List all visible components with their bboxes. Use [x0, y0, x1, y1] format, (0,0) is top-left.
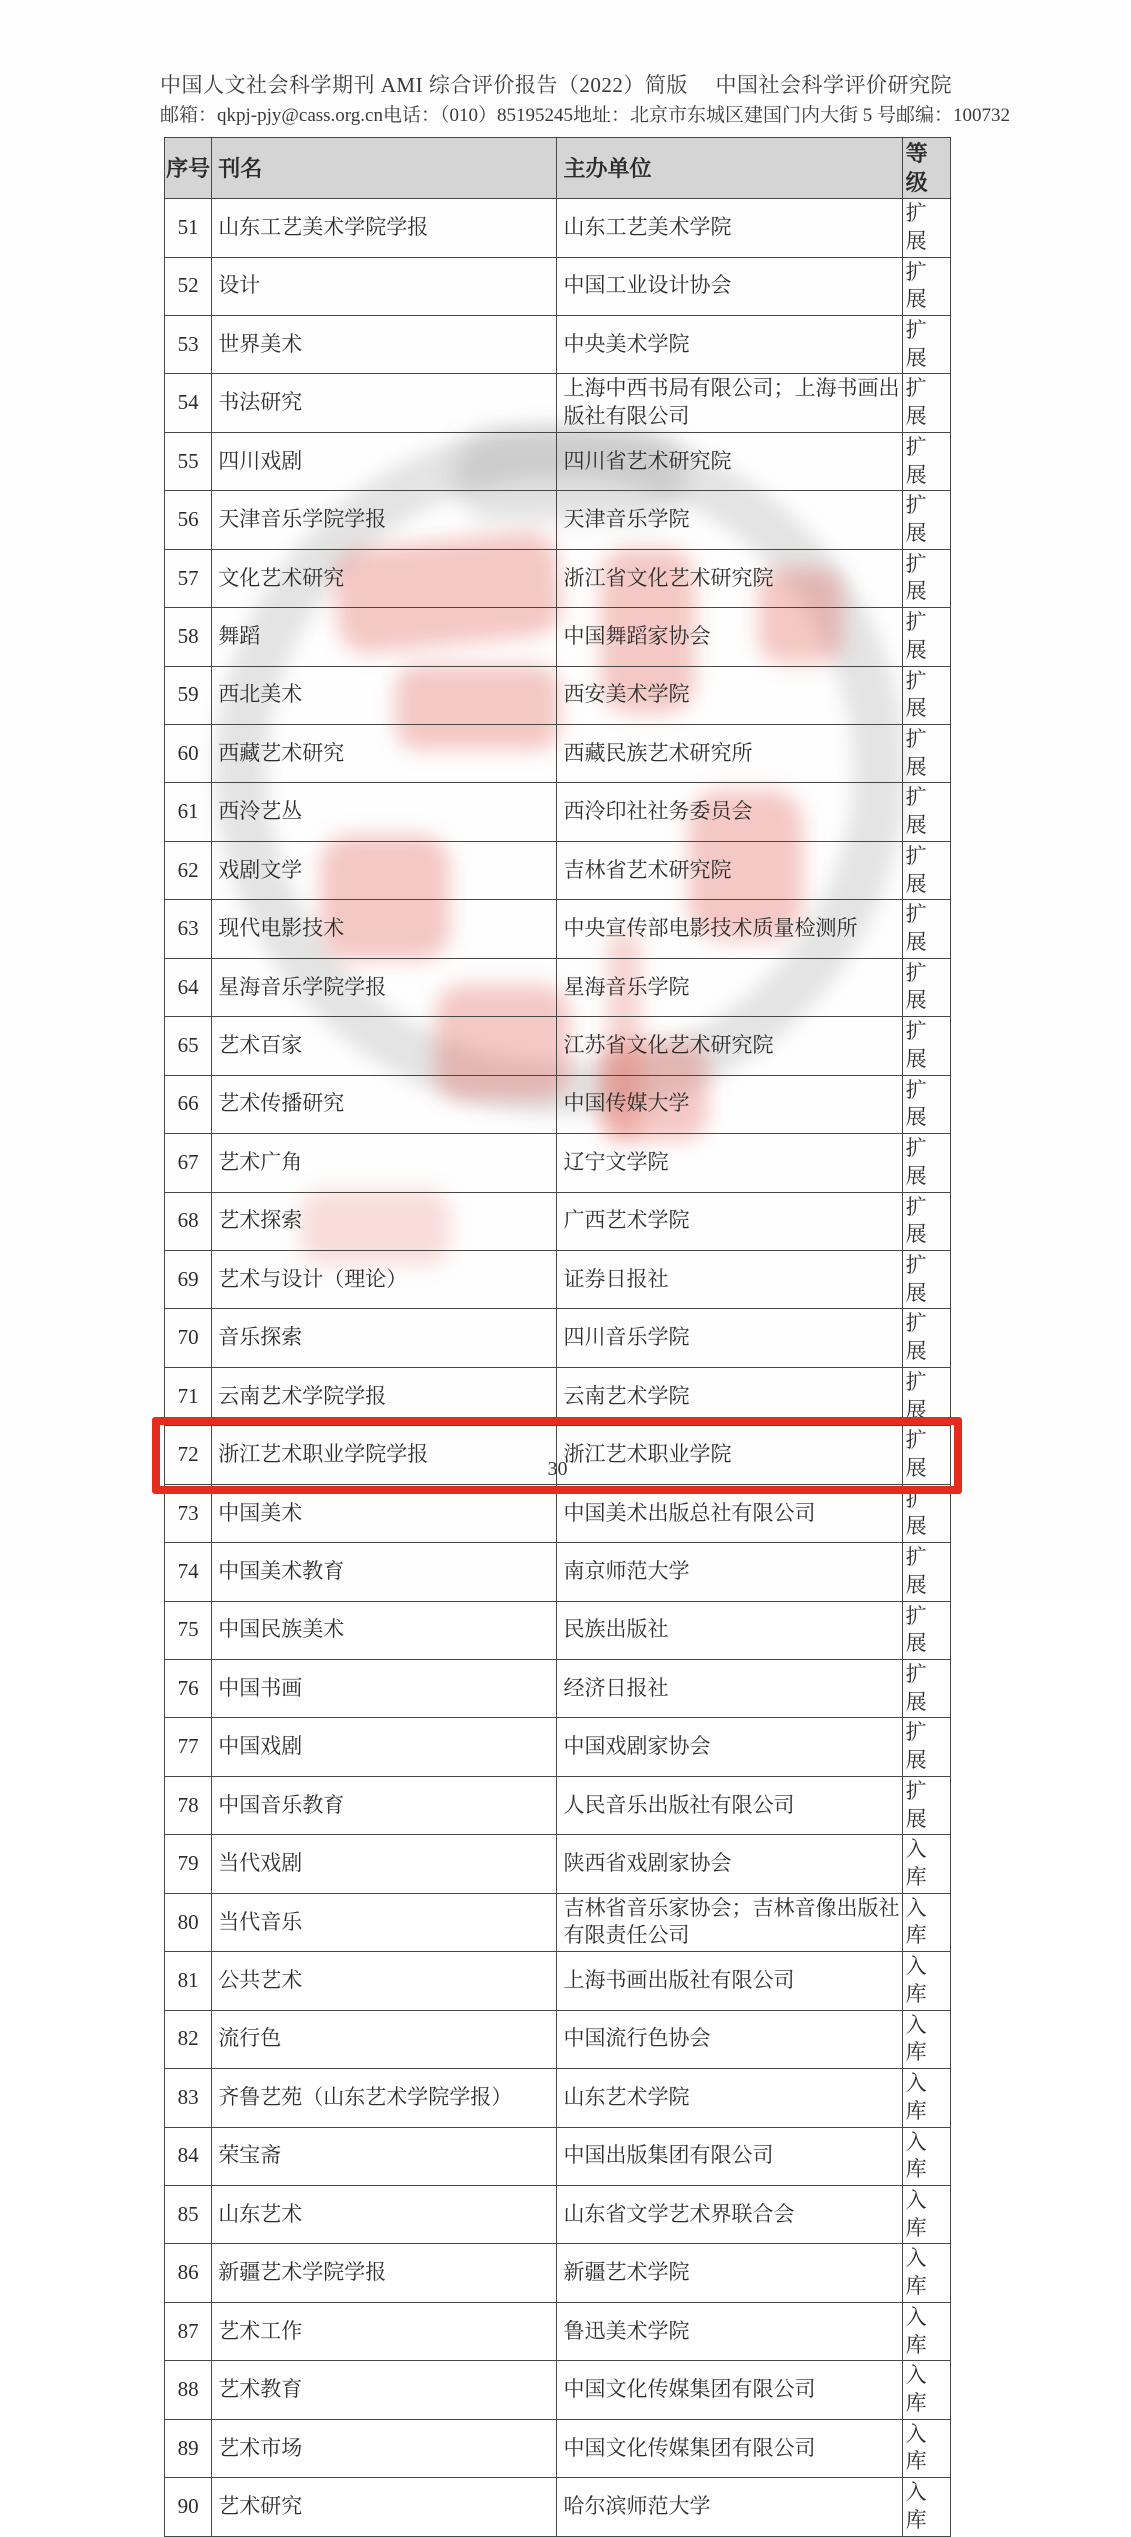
cell-grade: 入库 [902, 2127, 950, 2185]
cell-journal: 中国美术教育 [212, 1543, 557, 1601]
cell-organizer: 吉林省艺术研究院 [557, 841, 902, 899]
cell-no: 69 [165, 1250, 212, 1308]
cell-grade: 扩展 [902, 199, 950, 257]
cell-no: 55 [165, 432, 212, 490]
contact-phone: 电话：（010）85195245 [382, 105, 573, 126]
table-row [165, 257, 951, 315]
cell-journal: 荣宝斋 [212, 2127, 557, 2185]
cell-journal: 艺术探索 [212, 1192, 557, 1250]
cell-grade: 扩展 [902, 1075, 950, 1133]
cell-organizer: 中国工业设计协会 [557, 257, 902, 315]
column-header-grade: 等级 [902, 138, 950, 199]
cell-organizer: 四川省艺术研究院 [557, 432, 902, 490]
table-row [165, 1893, 951, 1951]
cell-no: 68 [165, 1192, 212, 1250]
cell-no: 52 [165, 257, 212, 315]
cell-no: 64 [165, 958, 212, 1016]
cell-organizer: 江苏省文化艺术研究院 [557, 1017, 902, 1075]
cell-organizer: 上海书画出版社有限公司 [557, 1952, 902, 2010]
cell-journal: 山东工艺美术学院学报 [212, 199, 557, 257]
cell-no: 58 [165, 608, 212, 666]
cell-journal: 公共艺术 [212, 1952, 557, 2010]
table-row [165, 2302, 951, 2360]
cell-no: 53 [165, 315, 212, 373]
cell-no: 66 [165, 1075, 212, 1133]
cell-no: 59 [165, 666, 212, 724]
cell-organizer: 山东艺术学院 [557, 2069, 902, 2127]
column-header-organizer: 主办单位 [557, 138, 902, 199]
cell-journal: 中国书画 [212, 1660, 557, 1718]
cell-journal: 新疆艺术学院学报 [212, 2244, 557, 2302]
cell-grade: 入库 [902, 2244, 950, 2302]
cell-grade: 扩展 [902, 841, 950, 899]
cell-organizer: 中国出版集团有限公司 [557, 2127, 902, 2185]
cell-no: 65 [165, 1017, 212, 1075]
cell-journal: 书法研究 [212, 374, 557, 432]
cell-no: 90 [165, 2478, 212, 2536]
cell-organizer: 陕西省戏剧家协会 [557, 1835, 902, 1893]
cell-grade: 扩展 [902, 549, 950, 607]
cell-journal: 中国美术 [212, 1484, 557, 1542]
cell-grade: 扩展 [902, 1776, 950, 1834]
cell-grade: 入库 [902, 1952, 950, 2010]
cell-grade: 扩展 [902, 608, 950, 666]
table-row [165, 432, 951, 490]
cell-no: 61 [165, 783, 212, 841]
cell-grade: 入库 [902, 1893, 950, 1951]
cell-organizer: 南京师范大学 [557, 1543, 902, 1601]
cell-no: 89 [165, 2419, 212, 2477]
cell-journal: 西藏艺术研究 [212, 725, 557, 783]
cell-organizer: 上海中西书局有限公司；上海书画出版社有限公司 [557, 374, 902, 432]
cell-grade: 入库 [902, 2361, 950, 2419]
table-row [165, 2010, 951, 2068]
table-row [165, 1718, 951, 1776]
cell-grade: 扩展 [902, 1192, 950, 1250]
table-row [165, 1660, 951, 1718]
column-header-no: 序号 [165, 138, 212, 199]
cell-grade: 扩展 [902, 666, 950, 724]
table-row [165, 1367, 951, 1425]
cell-organizer: 西安美术学院 [557, 666, 902, 724]
table-row [165, 1484, 951, 1542]
cell-journal: 中国音乐教育 [212, 1776, 557, 1834]
cell-no: 88 [165, 2361, 212, 2419]
cell-no: 60 [165, 725, 212, 783]
cell-journal: 当代音乐 [212, 1893, 557, 1951]
table-row [165, 491, 951, 549]
cell-journal: 艺术研究 [212, 2478, 557, 2536]
cell-grade: 扩展 [902, 1601, 950, 1659]
cell-journal: 西泠艺丛 [212, 783, 557, 841]
cell-organizer: 哈尔滨师范大学 [557, 2478, 902, 2536]
cell-journal: 西北美术 [212, 666, 557, 724]
table-row [165, 1075, 951, 1133]
cell-no: 82 [165, 2010, 212, 2068]
cell-grade: 扩展 [902, 1134, 950, 1192]
cell-grade: 入库 [902, 2185, 950, 2243]
cell-journal: 艺术传播研究 [212, 1075, 557, 1133]
table-row [165, 2127, 951, 2185]
cell-journal: 中国戏剧 [212, 1718, 557, 1776]
cell-organizer: 中国文化传媒集团有限公司 [557, 2361, 902, 2419]
cell-no: 83 [165, 2069, 212, 2127]
cell-organizer: 浙江省文化艺术研究院 [557, 549, 902, 607]
cell-journal: 舞蹈 [212, 608, 557, 666]
table-row [165, 2244, 951, 2302]
cell-journal: 天津音乐学院学报 [212, 491, 557, 549]
page-number: 30 [547, 1458, 568, 1480]
table-row [165, 783, 951, 841]
cell-organizer: 经济日报社 [557, 1660, 902, 1718]
cell-organizer: 辽宁文学院 [557, 1134, 902, 1192]
table-row [165, 374, 951, 432]
cell-journal: 星海音乐学院学报 [212, 958, 557, 1016]
table-row [165, 549, 951, 607]
cell-grade: 入库 [902, 1835, 950, 1893]
table-row [165, 958, 951, 1016]
journal-table [164, 137, 951, 2537]
table-row [165, 1250, 951, 1308]
table-row [165, 900, 951, 958]
cell-grade: 扩展 [902, 374, 950, 432]
table-row [165, 2185, 951, 2243]
journal-table-body [165, 199, 951, 2537]
cell-no: 67 [165, 1134, 212, 1192]
contact-postcode: 邮编：100732 [896, 105, 1011, 126]
cell-no: 62 [165, 841, 212, 899]
institute-name: 中国社会科学评价研究院 [715, 73, 952, 97]
cell-journal: 世界美术 [212, 315, 557, 373]
cell-no: 54 [165, 374, 212, 432]
cell-grade: 扩展 [902, 491, 950, 549]
cell-grade: 扩展 [902, 1718, 950, 1776]
table-row [165, 725, 951, 783]
cell-no: 63 [165, 900, 212, 958]
cell-journal: 浙江艺术职业学院学报 [212, 1426, 557, 1484]
cell-grade: 扩展 [902, 257, 950, 315]
cell-grade: 扩展 [902, 1250, 950, 1308]
cell-journal: 艺术广角 [212, 1134, 557, 1192]
cell-organizer: 中国舞蹈家协会 [557, 608, 902, 666]
cell-grade: 入库 [902, 2478, 950, 2536]
cell-journal: 四川戏剧 [212, 432, 557, 490]
cell-organizer: 中国传媒大学 [557, 1075, 902, 1133]
cell-organizer: 山东工艺美术学院 [557, 199, 902, 257]
table-row [165, 2361, 951, 2419]
cell-journal: 设计 [212, 257, 557, 315]
cell-grade: 扩展 [902, 1309, 950, 1367]
cell-no: 57 [165, 549, 212, 607]
cell-organizer: 西泠印社社务委员会 [557, 783, 902, 841]
table-row [165, 1601, 951, 1659]
cell-no: 70 [165, 1309, 212, 1367]
cell-organizer: 新疆艺术学院 [557, 2244, 902, 2302]
cell-journal: 中国民族美术 [212, 1601, 557, 1659]
cell-no: 56 [165, 491, 212, 549]
cell-no: 73 [165, 1484, 212, 1542]
column-header-journal: 刊名 [212, 138, 557, 199]
cell-organizer: 人民音乐出版社有限公司 [557, 1776, 902, 1834]
cell-grade: 扩展 [902, 958, 950, 1016]
table-row [165, 2069, 951, 2127]
cell-organizer: 天津音乐学院 [557, 491, 902, 549]
table-header-row [165, 138, 951, 199]
cell-organizer: 证券日报社 [557, 1250, 902, 1308]
table-row [165, 1835, 951, 1893]
cell-grade: 扩展 [902, 725, 950, 783]
cell-organizer: 浙江艺术职业学院 [557, 1426, 902, 1484]
cell-journal: 艺术市场 [212, 2419, 557, 2477]
cell-grade: 扩展 [902, 1017, 950, 1075]
cell-journal: 云南艺术学院学报 [212, 1367, 557, 1425]
cell-grade: 扩展 [902, 1543, 950, 1601]
cell-journal: 艺术教育 [212, 2361, 557, 2419]
cell-journal: 文化艺术研究 [212, 549, 557, 607]
cell-no: 80 [165, 1893, 212, 1951]
table-row [165, 841, 951, 899]
cell-no: 79 [165, 1835, 212, 1893]
cell-organizer: 民族出版社 [557, 1601, 902, 1659]
cell-organizer: 中国美术出版总社有限公司 [557, 1484, 902, 1542]
cell-grade: 扩展 [902, 1484, 950, 1542]
cell-organizer: 云南艺术学院 [557, 1367, 902, 1425]
cell-organizer: 广西艺术学院 [557, 1192, 902, 1250]
cell-grade: 入库 [902, 2302, 950, 2360]
cell-no: 76 [165, 1660, 212, 1718]
cell-no: 85 [165, 2185, 212, 2243]
cell-grade: 扩展 [902, 315, 950, 373]
cell-organizer: 中央美术学院 [557, 315, 902, 373]
cell-grade: 扩展 [902, 1660, 950, 1718]
cell-grade: 扩展 [902, 1367, 950, 1425]
table-row [165, 2478, 951, 2536]
cell-grade: 扩展 [902, 432, 950, 490]
table-row [165, 1543, 951, 1601]
cell-no: 51 [165, 199, 212, 257]
table-row [165, 1776, 951, 1834]
cell-organizer: 西藏民族艺术研究所 [557, 725, 902, 783]
cell-grade: 入库 [902, 2010, 950, 2068]
cell-organizer: 山东省文学艺术界联合会 [557, 2185, 902, 2243]
cell-grade: 扩展 [902, 783, 950, 841]
cell-no: 72 [165, 1426, 212, 1484]
cell-no: 77 [165, 1718, 212, 1776]
cell-organizer: 四川音乐学院 [557, 1309, 902, 1367]
cell-journal: 音乐探索 [212, 1309, 557, 1367]
cell-grade: 扩展 [902, 1426, 950, 1484]
cell-journal: 艺术百家 [212, 1017, 557, 1075]
cell-journal: 齐鲁艺苑（山东艺术学院学报） [212, 2069, 557, 2127]
contact-email: 邮箱：qkpj-pjy@cass.org.cn [160, 105, 383, 126]
cell-organizer: 吉林省音乐家协会；吉林音像出版社有限责任公司 [557, 1893, 902, 1951]
cell-no: 87 [165, 2302, 212, 2360]
report-title: 中国人文社会科学期刊 AMI 综合评价报告（2022）简版 [160, 73, 688, 97]
table-row [165, 1192, 951, 1250]
cell-no: 78 [165, 1776, 212, 1834]
cell-no: 74 [165, 1543, 212, 1601]
cell-journal: 山东艺术 [212, 2185, 557, 2243]
table-row [165, 199, 951, 257]
cell-organizer: 中国文化传媒集团有限公司 [557, 2419, 902, 2477]
cell-organizer: 中国戏剧家协会 [557, 1718, 902, 1776]
table-row [165, 315, 951, 373]
table-row [165, 1952, 951, 2010]
table-row [165, 1309, 951, 1367]
contact-info-line [160, 100, 1011, 127]
cell-grade: 入库 [902, 2419, 950, 2477]
document-header [160, 69, 952, 99]
cell-no: 84 [165, 2127, 212, 2185]
cell-no: 75 [165, 1601, 212, 1659]
cell-organizer: 星海音乐学院 [557, 958, 902, 1016]
cell-no: 71 [165, 1367, 212, 1425]
cell-journal: 艺术与设计（理论） [212, 1250, 557, 1308]
table-row [165, 666, 951, 724]
contact-address: 地址：北京市东城区建国门内大街 5 号 [572, 105, 896, 126]
table-row [165, 2419, 951, 2477]
cell-journal: 戏剧文学 [212, 841, 557, 899]
cell-journal: 流行色 [212, 2010, 557, 2068]
cell-no: 81 [165, 1952, 212, 2010]
table-row [165, 1134, 951, 1192]
cell-organizer: 中央宣传部电影技术质量检测所 [557, 900, 902, 958]
table-row [165, 1017, 951, 1075]
cell-grade: 入库 [902, 2069, 950, 2127]
cell-organizer: 鲁迅美术学院 [557, 2302, 902, 2360]
cell-journal: 艺术工作 [212, 2302, 557, 2360]
cell-journal: 现代电影技术 [212, 900, 557, 958]
cell-journal: 当代戏剧 [212, 1835, 557, 1893]
cell-organizer: 中国流行色协会 [557, 2010, 902, 2068]
cell-grade: 扩展 [902, 900, 950, 958]
table-row [165, 608, 951, 666]
cell-no: 86 [165, 2244, 212, 2302]
